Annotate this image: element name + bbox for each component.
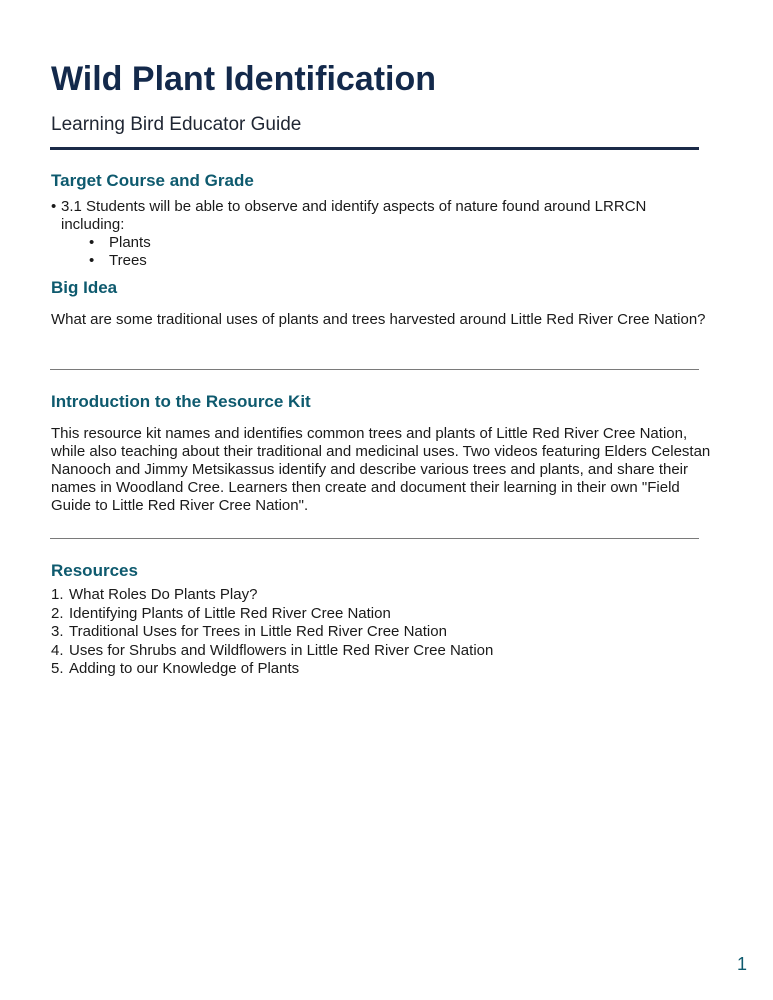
- resource-item: [51, 660, 493, 679]
- resource-item: [51, 586, 493, 605]
- resources-list: [51, 586, 493, 679]
- resource-label: Identifying Plants of Little Red River Cree Nation: [69, 604, 391, 622]
- header-rule: [50, 147, 699, 150]
- page-number: 1: [737, 954, 748, 974]
- resource-label: Adding to our Knowledge of Plants: [69, 660, 300, 677]
- section-heading-introduction: Introduction to the Resource Kit: [51, 392, 311, 411]
- target-sub-bullet-list: [61, 234, 681, 270]
- bullet-icon: •: [51, 198, 57, 215]
- list-item: [89, 252, 681, 270]
- section-divider: [50, 369, 699, 370]
- document-subtitle: Learning Bird Educator Guide: [51, 114, 302, 135]
- resource-number: 2.: [51, 604, 64, 622]
- target-bullet-list: [51, 198, 681, 270]
- section-heading-target-course: Target Course and Grade: [51, 171, 254, 190]
- resource-item: [51, 605, 493, 624]
- sub-bullet-text: Plants: [109, 234, 151, 251]
- target-objective-text: 3.1 Students will be able to observe and identify aspects of nature found around LRRCN including:: [61, 198, 647, 233]
- section-heading-big-idea: Big Idea: [51, 278, 118, 297]
- bullet-icon: •: [89, 234, 95, 251]
- resource-label: What Roles Do Plants Play?: [69, 586, 258, 603]
- introduction-text: This resource kit names and identifies common trees and plants of Little Red River Cree Nation, while also teaching about their traditional and medicinal uses. Two videos featuring Elders Celestan Nanooch and Jimmy Metsikassus identify and describe various trees and plants, and share their names in Woodland Cree. Learners then create and document their learning in their own "Field Guide to Little Red River Cree Nation".: [51, 425, 711, 514]
- list-item: [89, 234, 681, 252]
- bullet-icon: •: [89, 252, 95, 269]
- resource-item: [51, 642, 493, 661]
- resource-label: Uses for Shrubs and Wildflowers in Little Red River Cree Nation: [69, 641, 494, 659]
- document-title: Wild Plant Identification: [51, 60, 437, 98]
- resource-number: 5.: [51, 660, 64, 677]
- section-heading-resources: Resources: [51, 561, 138, 580]
- resource-label: Traditional Uses for Trees in Little Red River Cree Nation: [69, 623, 447, 640]
- list-item: [51, 198, 681, 270]
- resource-item: [51, 623, 493, 642]
- section-divider: [50, 538, 699, 539]
- resource-number: 3.: [51, 623, 64, 640]
- sub-bullet-text: Trees: [109, 252, 147, 269]
- resource-number: 4.: [51, 641, 64, 659]
- big-idea-text: What are some traditional uses of plants and trees harvested around Little Red River Cree Nation?: [51, 311, 706, 328]
- resource-number: 1.: [51, 586, 64, 603]
